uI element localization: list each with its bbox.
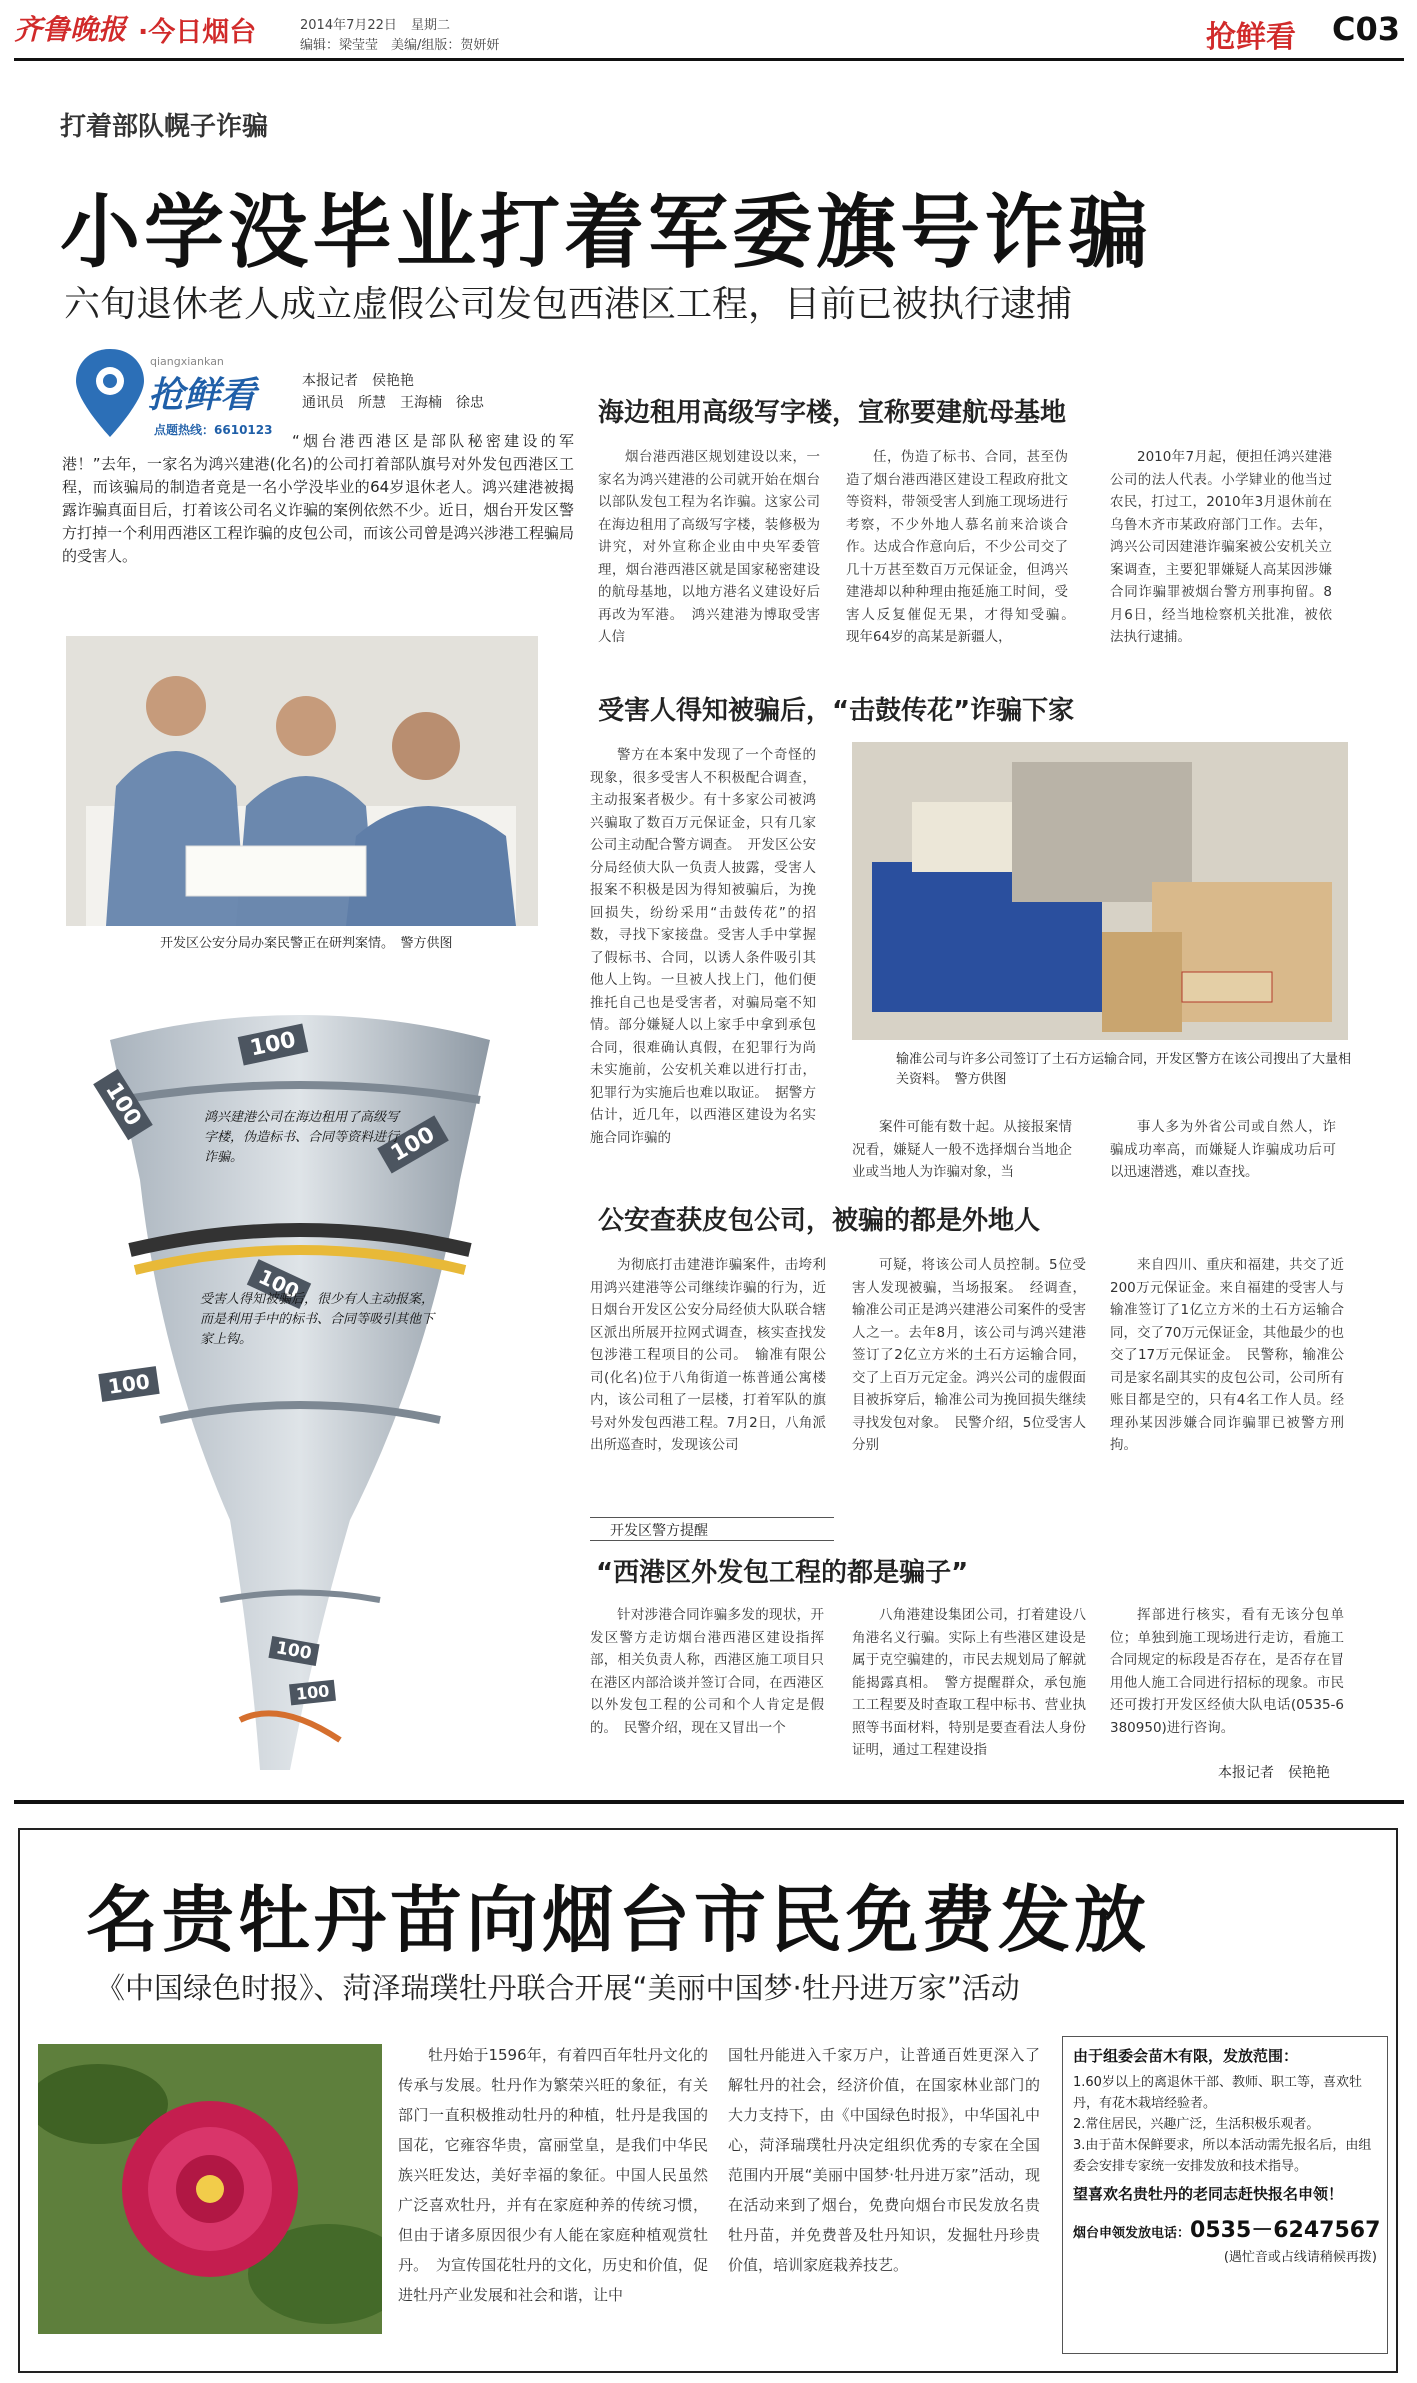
ad-headline: 名贵牡丹苗向烟台市民免费发放 <box>86 1878 1151 1962</box>
peony-graphic <box>38 2044 382 2334</box>
photo-officers-graphic <box>66 636 538 926</box>
money-bill: 100 <box>289 1680 336 1706</box>
byline-reporter: 本报记者 侯艳艳 <box>302 373 414 389</box>
header-rule <box>14 58 1404 61</box>
section3-col2 <box>852 1254 1086 1457</box>
section1-col1 <box>598 446 820 649</box>
ad-divider <box>14 1800 1404 1804</box>
byline-correspondents: 通讯员 所慧 王海楠 徐忠 <box>302 395 484 411</box>
section4-title: “西港区外发包工程的都是骗子” <box>596 1558 969 1588</box>
section4-col1 <box>590 1604 824 1739</box>
peony-photo <box>38 2044 382 2334</box>
money-bill: 100 <box>98 1366 159 1402</box>
section1-col3 <box>1110 446 1332 649</box>
illustration-note-2: 受害人得知被骗后，很少有人主动报案，而是利用手中的标书、合同等吸引其他下家上钩。 <box>200 1292 435 1347</box>
header-editors: 编辑：梁莹莹 美编/组版：贺妍妍 <box>300 38 500 53</box>
money-bill: 100 <box>377 1115 449 1173</box>
section1-col2-text: 任，伪造了标书、合同，甚至伪造了烟台港西港区建设工程政府批文等资料，带领受害人到施工现场进行考察，不少外地人慕名前来洽谈合作。达成合作意向后，不少公司交了几十万甚至数百万元保证金，但鸿兴建港却以种种理由拖延施工时间，受害人反复催促无果，才得知受骗。 现年64岁的高某是新疆人， <box>846 449 1082 645</box>
signoff: 本报记者 侯艳艳 <box>1218 1765 1330 1781</box>
illustration-note-1: 鸿兴建港公司在海边租用了高级写字楼，伪造标书、合同等资料进行诈骗。 <box>204 1110 400 1165</box>
section3-col1 <box>590 1254 826 1457</box>
photo1-caption: 开发区公安分局办案民警正在研判案情。 警方供图 <box>160 936 453 951</box>
section1-col1-text: 烟台港西港区规划建设以来，一家名为鸿兴建港的公司就开始在烟台以部队发包工程为名诈骗。这家公司在海边租用了高级写字楼，装修极为讲究，对外宣称企业由中央军委管理，烟台港西港区就是国家秘密建设的航母基地，以地方港名义建设好后再改为军港。 鸿兴建港为博取受害人信 <box>598 449 820 645</box>
section2-col1 <box>590 744 816 1149</box>
section3-col1-text: 为彻底打击建港诈骗案件，击垮利用鸿兴建港等公司继续诈骗的行为，近日烟台开发区公安分局经侦大队联合辖区派出所展开拉网式调查，核实查找发包涉港工程项目的公司。 输准有限公司(化名)位于八角街道一栋普通公寓楼内，该公司租了一层楼，打着军队的旗号对外发包西港工程。7月2日，八角派出所巡查时，发现该公司 <box>590 1257 826 1453</box>
section2-col2 <box>852 1116 1072 1184</box>
ad-subhead: 《中国绿色时报》、菏泽瑞璞牡丹联合开展“美丽中国梦·牡丹进万家”活动 <box>96 1971 1020 2005</box>
header-date <box>300 14 450 33</box>
lead-text: “烟台港西港区是部队秘密建设的军港！”去年，一家名为鸿兴建港(化名)的公司打着部队旗号对外发包西港区工程，而该骗局的制造者竟是一名小学没毕业的64岁退休老人。鸿兴建港被揭露诈骗真面目后，打着该公司名义诈骗的案例依然不少。近日，烟台开发区警方打掉一个利用西港区工程诈骗的皮包公司，而该公司曾是鸿兴涉港工程骗局的受害人。 <box>62 432 574 565</box>
kicker: 打着部队幌子诈骗 <box>60 112 269 142</box>
masthead-paper: 齐鲁晚报 <box>14 13 127 46</box>
section3-col2-text: 可疑，将该公司人员控制。5位受害人发现被骗，当场报案。 经调查，输准公司正是鸿兴建港公司案件的受害人之一。去年8月，该公司与鸿兴建港签订了2亿立方米的土石方运输合同，交了上百万元定金。鸿兴公司的虚假面目被拆穿后，输准公司为挽回损失继续寻找发包对象。 民警介绍，5位受害人分别 <box>852 1257 1086 1453</box>
tip-label-box <box>590 1517 834 1541</box>
section2-col1-text: 警方在本案中发现了一个奇怪的现象，很多受害人不积极配合调查，主动报案者极少。有十多家公司被鸿兴骗取了数百万元保证金，只有几家公司主动配合警方调查。 开发区公安分局经侦大队一负责人披露，受害人报案不积极是因为得知被骗后，为挽回损失，纷纷采用“击鼓传花”的招数，寻找下家接盘。受害人手中掌握了假标书、合同，以诱人条件吸引其他人上钩。一旦被人找上门，他们便推托自己也是受害者，对骗局毫不知情。部分嫌疑人以上家手中拿到承包合同，很难确认真假，在犯罪行为尚未实施前，公安机关难以进行打击，犯罪行为实施后也难以取证。 据警方估计，近几年，以西港区建设为名实施合同诈骗的 <box>590 747 816 1146</box>
column-name: 抢鲜看 <box>1206 20 1296 55</box>
hotline-label: 点题热线： <box>154 423 215 437</box>
ad-col1-text: 牡丹始于1596年，有着四百年牡丹文化的传承与发展。牡丹作为繁荣兴旺的象征，有关部门一直积极推动牡丹的种植，牡丹是我国的国花，它雍容华贵，富丽堂皇，是我们中华民族兴旺发达，美好幸福的象征。中国人民虽然广泛喜欢牡丹，并有在家庭种养的传统习惯，但由于诸多原因很少有人能在家庭种植观赏牡丹。 为宣传国花牡丹的文化，历史和价值，促进牡丹产业发展和社会和谐，让中 <box>398 2046 708 2304</box>
ad-info-box <box>1062 2036 1388 2354</box>
section1-col2 <box>846 446 1082 649</box>
ad-col2 <box>728 2040 1040 2280</box>
money-bill: 100 <box>238 1023 309 1065</box>
logo-name: 抢鲜看 <box>148 375 257 416</box>
masthead-section: ·今日烟台 <box>138 17 257 48</box>
section4-col2 <box>852 1604 1086 1762</box>
money-bill: 100 <box>268 1636 319 1666</box>
photo2-caption: 输准公司与许多公司签订了土石方运输合同，开发区警方在该公司搜出了大量相关资料。 警方供图 <box>896 1052 1352 1087</box>
subhead: 六旬退休老人成立虚假公司发包西港区工程，目前已被执行逮捕 <box>64 284 1073 325</box>
date: 2014年7月22日 <box>300 18 397 33</box>
photo-officers <box>66 636 538 926</box>
weekday: 星期二 <box>411 18 451 33</box>
section3-title: 公安查获皮包公司，被骗的都是外地人 <box>598 1206 1041 1236</box>
photo-documents <box>852 742 1348 1040</box>
section4-col3-text: 挥部进行核实，看有无该分包单位；单独到施工现场进行走访，看施工合同规定的标段是否存在，是否存在冒用他人施工合同进行招标的现象。市民还可拨打开发区经侦大队电话(0535-6380950)进行咨询。 <box>1110 1607 1344 1736</box>
section2-col3 <box>1110 1116 1336 1184</box>
headline: 小学没毕业打着军委旗号诈骗 <box>60 186 1152 279</box>
money-bill: 100 <box>93 1069 153 1140</box>
ad-box-item: 3.由于苗木保鲜要求，所以本活动需先报名后，由组委会安排专家统一安排发放和技术指导。 <box>1073 2138 1372 2174</box>
section3-col3 <box>1110 1254 1344 1457</box>
section2-title: 受害人得知被骗后，“击鼓传花”诈骗下家 <box>598 696 1075 726</box>
ad-phone-note: (遇忙音或占线请稍候再拨) <box>1223 2250 1377 2265</box>
ad-box-title: 由于组委会苗木有限，发放范围： <box>1073 2047 1299 2065</box>
logo-pinyin: qiangxiankan <box>150 355 224 368</box>
section4-col1-text: 针对涉港合同诈骗多发的现状，开发区警方走访烟台港西港区建设指挥部，相关负责人称，西港区施工项目只在港区内部洽谈并签订合同，在西港区以外发包工程的公司和个人肯定是假的。 民警介绍，现在又冒出一个 <box>590 1607 824 1736</box>
section1-title: 海边租用高级写字楼，宣称要建航母基地 <box>598 398 1067 428</box>
tip-label: 开发区警方提醒 <box>610 1523 708 1539</box>
section2-col3-text: 事人多为外省公司或自然人，诈骗成功率高，而嫌疑人诈骗成功后可以迅速潜逃，难以查找。 <box>1110 1119 1336 1180</box>
ad-phone-label: 烟台申领发放电话： <box>1073 2226 1191 2241</box>
ad-phone: 0535－6247567 <box>1190 2218 1381 2243</box>
ad-col1 <box>398 2040 708 2310</box>
section4-col3 <box>1110 1604 1344 1739</box>
photo-documents-graphic <box>852 742 1348 1040</box>
section1-col3-text: 2010年7月起，便担任鸿兴建港公司的法人代表。小学肄业的他当过农民，打过工，2010年3月退休前在乌鲁木齐市某政府部门工作。去年，鸿兴公司因建港诈骗案被公安机关立案调查，主要犯罪嫌疑人高某因涉嫌合同诈骗罪被烟台警方刑事拘留。8月6日，经当地检察机关批准，被依法执行逮捕。 <box>1110 449 1332 645</box>
ad-box-item: 2.常住居民，兴趣广泛，生活积极乐观者。 <box>1073 2117 1320 2132</box>
ad-phone-line <box>1073 2213 1381 2244</box>
section2-col2-text: 案件可能有数十起。从接报案情况看，嫌疑人一般不选择烟台当地企业或当地人为诈骗对象，当 <box>852 1119 1072 1180</box>
tornado-illustration <box>100 1000 500 1780</box>
section4-col2-text: 八角港建设集团公司，打着建设八角港名义行骗。实际上有些港区建设是属于克空骗建的，市民去规划局了解就能揭露真相。 警方提醒群众，承包施工工程要及时查取工程中标书、营业执照等书面材料，特别是要查看法人身份证明，通过工程建设指 <box>852 1607 1086 1758</box>
page-number: C03 <box>1332 10 1401 48</box>
hotline-number: 6610123 <box>214 423 273 437</box>
section3-col3-text: 来自四川、重庆和福建，共交了近200万元保证金。来自福建的受害人与输准签订了1亿立方米的土石方运输合同，交了70万元保证金，其他最少的也交了17万元保证金。 民警称，输准公司是家名副其实的皮包公司，公司所有账目都是空的，只有4名工作人员。经理孙某因涉嫌合同诈骗罪已被警方刑拘。 <box>1110 1257 1344 1453</box>
lead-paragraph <box>62 430 574 568</box>
ad-col2-text: 国牡丹能进入千家万户，让普通百姓更深入了解牡丹的社会，经济价值，在国家林业部门的大力支持下，由《中国绿色时报》，中华国礼中心，菏泽瑞璞牡丹决定组织优秀的专家在全国范围内开展“美丽中国梦·牡丹进万家”活动，现在活动来到了烟台，免费向烟台市民发放名贵牡丹苗，并免费普及牡丹知识，发掘牡丹珍贵价值，培训家庭栽养技艺。 <box>728 2046 1040 2274</box>
ad-box-call: 望喜欢名贵牡丹的老同志赶快报名申领！ <box>1073 2185 1344 2203</box>
ad-box-item: 1.60岁以上的离退休干部、教师、职工等，喜欢牡丹，有花木栽培经验者。 <box>1073 2075 1362 2111</box>
money-bill: 100 <box>247 1259 311 1309</box>
